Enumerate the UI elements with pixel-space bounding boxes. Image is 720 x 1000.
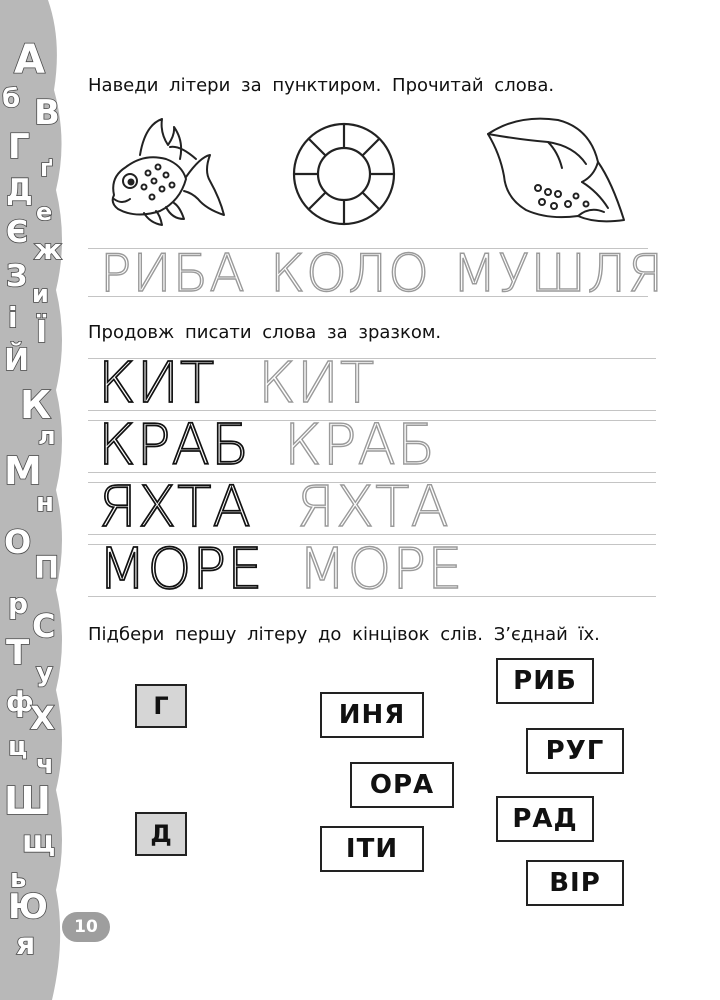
alphabet-letter: Й bbox=[4, 343, 30, 378]
alphabet-letter: и bbox=[32, 280, 49, 308]
alphabet-letter: Х bbox=[30, 699, 55, 737]
model-word-kyt: КИТ bbox=[98, 351, 216, 416]
alphabet-letter: ц bbox=[8, 732, 28, 762]
alphabet-letter: е bbox=[36, 198, 53, 226]
alphabet-letter: ч bbox=[36, 750, 54, 780]
alphabet-letter: ь bbox=[10, 864, 27, 894]
alphabet-letter: В bbox=[34, 93, 60, 133]
alphabet-letter: З bbox=[6, 259, 28, 294]
alphabet-letter: ф bbox=[6, 685, 34, 718]
ending-card-rad[interactable]: РАД bbox=[496, 796, 594, 842]
task3-instruction: Підбери першу літеру до кінцівок слів. З’єднай їх. bbox=[88, 624, 600, 645]
alphabet-letter: б bbox=[2, 84, 21, 114]
trace-word-krab: КРАБ bbox=[284, 413, 437, 478]
alphabet-letter: л bbox=[38, 422, 56, 450]
fish-icon bbox=[100, 115, 230, 230]
alphabet-letter: К bbox=[20, 383, 52, 427]
alphabet-letter: Є bbox=[6, 215, 29, 250]
alphabet-letter: Ш bbox=[4, 779, 51, 823]
trace-word-kyt: КИТ bbox=[258, 351, 376, 416]
task2-instruction: Продовж писати слова за зразком. bbox=[88, 322, 442, 343]
trace-word-riba: РИБА bbox=[100, 244, 246, 304]
alphabet-letter: ж bbox=[34, 233, 62, 266]
alphabet-letter: Д bbox=[6, 173, 33, 208]
trace-word-kolo: КОЛО bbox=[270, 244, 430, 304]
alphabet-letter: у bbox=[36, 658, 53, 688]
alphabet-letter: С bbox=[32, 607, 56, 645]
alphabet-letter: щ bbox=[22, 825, 56, 860]
trace-word-mushlia: МУШЛЯ bbox=[452, 244, 665, 304]
alphabet-letter: О bbox=[4, 523, 32, 561]
alphabet-letter: П bbox=[34, 551, 60, 586]
alphabet-letter: Г bbox=[8, 127, 30, 167]
ending-card-ryb[interactable]: РИБ bbox=[496, 658, 594, 704]
ending-card-ora[interactable]: ОРА bbox=[350, 762, 454, 808]
letter-card-d[interactable]: Д bbox=[135, 812, 187, 856]
task1-instruction: Наведи літери за пунктиром. Прочитай слова. bbox=[88, 75, 555, 96]
ending-card-vir[interactable]: ВІР bbox=[526, 860, 624, 906]
alphabet-letter: А bbox=[14, 37, 45, 83]
model-word-more: МОРЕ bbox=[98, 537, 264, 602]
alphabet-letter: я bbox=[16, 927, 36, 962]
letter-card-h[interactable]: Г bbox=[135, 684, 187, 728]
alphabet-letter: М bbox=[4, 449, 42, 493]
alphabet-letter: р bbox=[8, 587, 29, 620]
alphabet-letter: Ю bbox=[8, 887, 48, 927]
alphabet-letter: н bbox=[36, 488, 54, 518]
alphabet-letter: Т bbox=[6, 633, 30, 673]
alphabet-letter: і bbox=[8, 301, 18, 334]
model-word-yakhta: ЯХТА bbox=[98, 475, 252, 540]
trace-word-more: МОРЕ bbox=[298, 537, 464, 602]
alphabet-letter: ґ bbox=[40, 154, 53, 182]
trace-word-yakhta: ЯХТА bbox=[296, 475, 450, 540]
ending-card-ruh[interactable]: РУГ bbox=[526, 728, 624, 774]
seashell-icon bbox=[478, 112, 628, 230]
ring-icon bbox=[288, 118, 400, 230]
model-word-krab: КРАБ bbox=[98, 413, 251, 478]
ending-card-ity[interactable]: ІТИ bbox=[320, 826, 424, 872]
page-number: 10 bbox=[62, 912, 110, 942]
alphabet-letter: Ї bbox=[36, 315, 48, 350]
ending-card-ynia[interactable]: ИНЯ bbox=[320, 692, 424, 738]
alphabet-strip bbox=[0, 0, 70, 1000]
